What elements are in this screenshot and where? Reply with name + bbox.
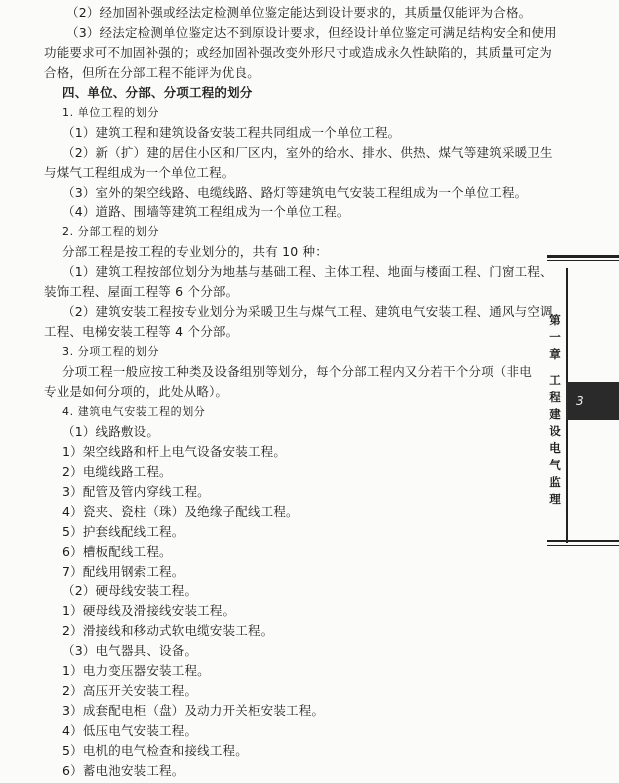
text-line: 4）低压电气安装工程。 xyxy=(62,723,198,738)
text-line: （2）建筑安装工程按专业划分为采暖卫生与煤气工程、建筑电气安装工程、通风与空调 xyxy=(62,304,553,319)
text-line: 分部工程是按工程的专业划分的，共有 10 种： xyxy=(62,244,328,259)
text-line: 2. 分部工程的划分 xyxy=(62,225,159,238)
text-line: 6）槽板配线工程。 xyxy=(62,544,172,559)
text-line: （1）建筑工程和建筑设备安装工程共同组成一个单位工程。 xyxy=(62,125,401,140)
text-line: （4）道路、围墙等建筑工程组成为一个单位工程。 xyxy=(62,204,350,219)
text-line: 1）架空线路和杆上电气设备安装工程。 xyxy=(62,444,287,459)
text-line: 专业是如何分项的，此处从略）。 xyxy=(44,384,229,399)
sidebar-top-rule xyxy=(547,255,619,258)
text-line: 分项工程一般应按工种类及设备组别等划分，每个分部工程内又分若干个分项（非电 xyxy=(62,364,532,379)
text-line: 2）滑接线和移动式软电缆安装工程。 xyxy=(62,623,274,638)
text-line: 与煤气工程组成为一个单位工程。 xyxy=(44,165,235,180)
text-line: 3）成套配电柜（盘）及动力开关柜安装工程。 xyxy=(62,703,325,718)
text-line: （1）线路敷设。 xyxy=(62,424,160,439)
text-line: 5）护套线配线工程。 xyxy=(62,524,185,539)
text-line: 3. 分项工程的划分 xyxy=(62,345,159,358)
text-line: （2）经加固补强或经法定检测单位鉴定能达到设计要求的，其质量仅能评为合格。 xyxy=(66,5,532,20)
text-line: 3）配管及管内穿线工程。 xyxy=(62,484,210,499)
text-line: 4. 建筑电气安装工程的划分 xyxy=(62,405,206,418)
text-line: 4）瓷夹、瓷柱（珠）及绝缘子配线工程。 xyxy=(62,504,299,519)
text-line: 合格，但所在分部工程不能评为优良。 xyxy=(44,65,260,80)
chapter-title: 工程建设电气监理 xyxy=(549,373,561,506)
page-number-tab xyxy=(566,382,619,420)
text-line: （2）硬母线安装工程。 xyxy=(62,583,198,598)
text-line: （2）新（扩）建的居住小区和厂区内，室外的给水、排水、供热、煤气等建筑采暖卫生 xyxy=(62,145,553,160)
text-line: 2）高压开关安装工程。 xyxy=(62,683,198,698)
text-line: 功能要求可不加固补强的；或经加固补强改变外形尺寸或造成永久性缺陷的，其质量可定为 xyxy=(44,45,553,60)
text-line: 四、单位、分部、分项工程的划分 xyxy=(62,85,253,100)
text-line: 1）电力变压器安装工程。 xyxy=(62,663,210,678)
text-line: （3）电气器具、设备。 xyxy=(62,643,198,658)
sidebar-top-rule-thin xyxy=(547,260,619,261)
chapter-label: 第一章 xyxy=(549,313,561,361)
sidebar-bottom-rule xyxy=(547,540,619,542)
text-line: 6）蓄电池安装工程。 xyxy=(62,763,185,778)
text-line: 5）电机的电气检查和接线工程。 xyxy=(62,743,248,758)
text-line: 1. 单位工程的划分 xyxy=(62,106,159,119)
text-line: 2）电缆线路工程。 xyxy=(62,464,172,479)
text-line: （3）室外的架空线路、电缆线路、路灯等建筑电气安装工程组成为一个单位工程。 xyxy=(62,185,528,200)
text-line: （3）经法定检测单位鉴定达不到原设计要求，但经设计单位鉴定可满足结构安全和使用 xyxy=(66,25,557,40)
text-line: 工程、电梯安装工程等 4 个分部。 xyxy=(44,324,239,339)
text-line: 1）硬母线及滑接线安装工程。 xyxy=(62,603,236,618)
text-line: （1）建筑工程按部位划分为地基与基础工程、主体工程、地面与楼面工程、门窗工程、 xyxy=(62,264,553,279)
text-line: 7）配线用钢索工程。 xyxy=(62,564,185,579)
sidebar-bottom-rule-thin xyxy=(547,545,619,546)
text-line: 装饰工程、屋面工程等 6 个分部。 xyxy=(44,284,239,299)
page-number: 3 xyxy=(576,394,584,408)
